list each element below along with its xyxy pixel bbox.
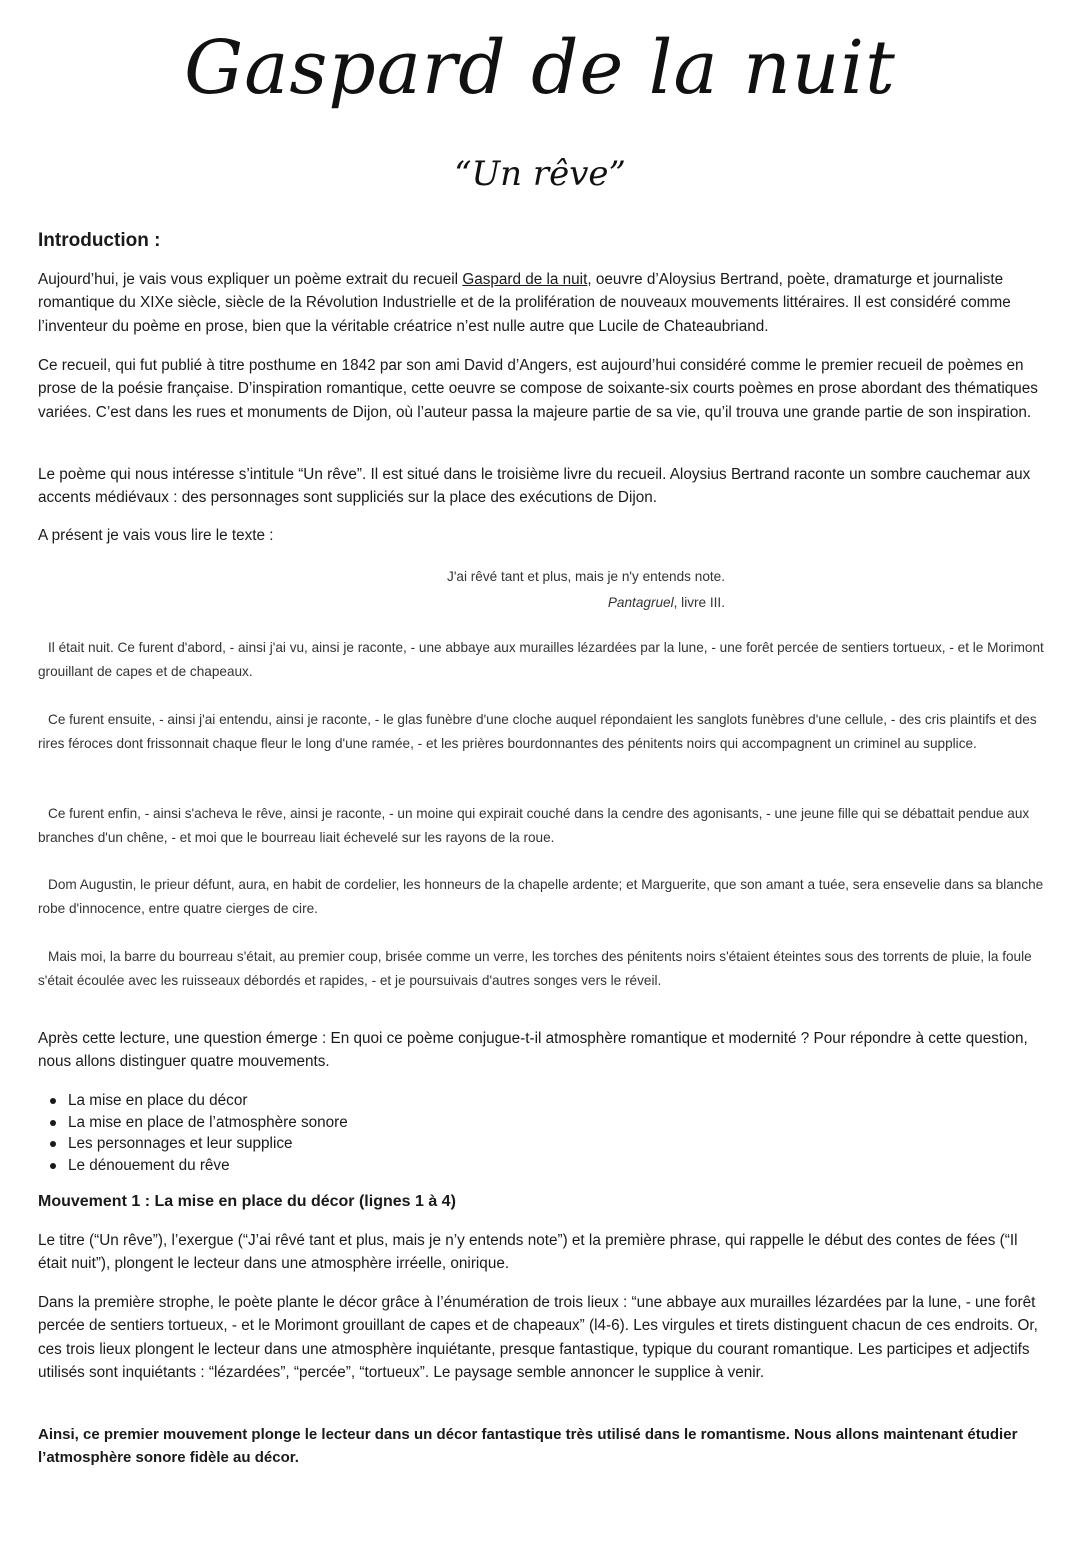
intro-paragraph-4: A présent je vais vous lire le texte : (38, 527, 274, 544)
epigraph-source: Pantagruel, livre III. (607, 595, 725, 610)
poem-stanza: Dom Augustin, le prieur défunt, aura, en habit de cordelier, les honneurs de la chapelle ardente; et Marguerite, que son amant a tuée, sera ensevelie dans sa blanche robe d'innocence, entre quatre cierges de cire. (38, 877, 1044, 916)
list-item: La mise en place du décor (68, 1090, 348, 1112)
intro-heading: Introduction : (38, 230, 161, 251)
movement-1-heading: Mouvement 1 : La mise en place du décor (lignes 1 à 4) (38, 1193, 456, 1210)
movement-1-paragraph-1: Le titre (“Un rêve”), l’exergue (“J’ai rêvé tant et plus, mais je n’y entends note”) et la première phrase, qui rappelle le début des contes de fées (“Il était nuit”), plongent le lecteur dans une atmosphère irréelle, onirique. (38, 1232, 1018, 1273)
intro-paragraph-3: Le poème qui nous intéresse s’intitule “Un rêve”. Il est situé dans le troisième livre du recueil. Aloysius Bertrand raconte un sombre cauchemar aux accents médiévaux : des personnages sont suppliciés sur la place des exécutions de Dijon. (38, 466, 1031, 507)
intro-paragraph-1: Aujourd’hui, je vais vous expliquer un poème extrait du recueil Gaspard de la nuit, oeuvre d’Aloysius Bertrand, poète, dramaturge et journaliste romantique du XIXe siècle, siècle de la Révolution Industrielle et de la prolifération de nouveaux mouvements littéraires. Il est considéré comme l’inventeur du poème en prose, bien que la véritable créatrice n’est nulle autre que Lucile de Chateaubriand. (38, 271, 1011, 335)
list-item: Les personnages et leur supplice (68, 1133, 348, 1155)
poem-stanza: Il était nuit. Ce furent d'abord, - ainsi j'ai vu, ainsi je raconte, - une abbaye aux murailles lézardées par la lune, - une forêt percée de sentiers tortueux, - et le Morimont grouillant de capes et de chapeaux. (38, 640, 1044, 679)
list-item: La mise en place de l’atmosphère sonore (68, 1112, 348, 1134)
poem-stanza: Ce furent ensuite, - ainsi j'ai entendu, ainsi je raconte, - le glas funèbre d'une cloche auquel répondaient les sanglots funèbres d'une cellule, - des cris plaintifs et des rires féroces dont frissonnait chaque fleur le long d'une ramée, - et les prières bourdonnantes des pénitents noirs qui accompagnent un criminel au supplice. (38, 712, 1037, 751)
list-item: Le dénouement du rêve (68, 1155, 348, 1177)
movement-1-conclusion: Ainsi, ce premier mouvement plonge le lecteur dans un décor fantastique très utilisé dans le romantisme. Nous allons maintenant étudier l’atmosphère sonore fidèle au décor. (38, 1426, 1018, 1467)
movements-list (38, 1090, 348, 1176)
intro-paragraph-2: Ce recueil, qui fut publié à titre posthume en 1842 par son ami David d’Angers, est aujourd’hui considéré comme le premier recueil de poèmes en prose de la poésie française. D’inspiration romantique, cette oeuvre se compose de soixante-six courts poèmes en prose abordant des thématiques variées. C’est dans les rues et monuments de Dijon, où l’auteur passa la majeure partie de sa vie, qu’il trouva une grande partie de son inspiration. (38, 357, 1038, 421)
problematique-paragraph: Après cette lecture, une question émerge : En quoi ce poème conjugue-t-il atmosphère romantique et modernité ? Pour répondre à cette question, nous allons distinguer quatre mouvements. (38, 1030, 1028, 1071)
movement-1-paragraph-2: Dans la première strophe, le poète plante le décor grâce à l’énumération de trois lieux : “une abbaye aux murailles lézardées par la lune, - une forêt percée de sentiers tortueux, - et le Morimont grouillant de capes et de chapeaux” (l4-6). Les virgules et tirets distinguent chacun de ces endroits. Or, ces trois lieux plongent le lecteur dans une atmosphère inquiétante, presque fantastique, typique du courant romantique. Les participes et adjectifs utilisés sont inquiétants : “lézardées”, “percée”, “tortueux”. Le paysage semble annoncer le supplice à venir. (38, 1294, 1038, 1381)
poem-stanza: Ce furent enfin, - ainsi s'acheva le rêve, ainsi je raconte, - un moine qui expirait couché dans la cendre des agonisants, - une jeune fille qui se débattait pendue aux branches d'un chêne, - et moi que le bourreau liait échevelé sur les rayons de la roue. (38, 806, 1030, 845)
book-title-link: Gaspard de la nuit (462, 271, 588, 288)
epigraph: J'ai rêvé tant et plus, mais je n'y entends note. (447, 569, 725, 584)
page-title: Gaspard de la nuit (184, 25, 896, 111)
page-subtitle: “Un rêve” (454, 154, 626, 194)
poem-stanza: Mais moi, la barre du bourreau s'était, au premier coup, brisée comme un verre, les torches des pénitents noirs s'étaient éteintes sous des torrents de pluie, la foule s'était écoulée avec les ruisseaux débordés et rapides, - et je poursuivais d'autres songes vers le réveil. (38, 949, 1032, 988)
